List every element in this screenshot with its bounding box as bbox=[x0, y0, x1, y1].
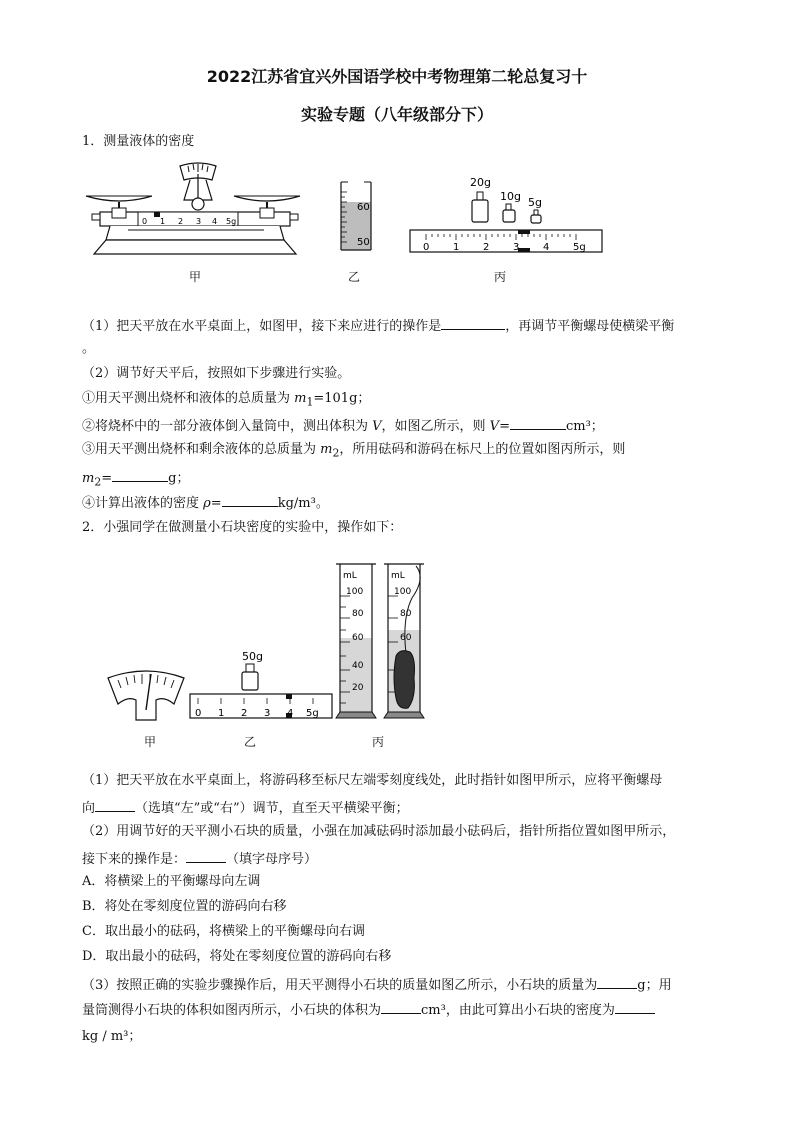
q2-dial-figure bbox=[104, 666, 188, 724]
q2-part3-text-a: （3）按照正确的实验步骤操作后，用天平测得小石块的质量如图乙所示，小石块的质量为 bbox=[82, 978, 598, 993]
q2-weight-scale-figure bbox=[188, 648, 336, 722]
q1-balance-figure bbox=[84, 158, 324, 260]
rider-tick-2: 2 bbox=[483, 242, 490, 253]
cyl-left-40: 40 bbox=[352, 661, 364, 671]
q1-cylinder-figure bbox=[338, 178, 382, 254]
q1-weights-figure bbox=[408, 172, 608, 256]
q2-part1: （1）把天平放在水平桌面上，将游码移至标尺左端零刻度线处，此时指针如图甲所示，应将平衡螺母 bbox=[82, 773, 663, 788]
q1-fig-label-bing: 丙 bbox=[494, 270, 507, 284]
var-v: V bbox=[372, 419, 382, 434]
cyl-left-100: 100 bbox=[346, 587, 364, 597]
q1-part2: （2）调节好天平后，按照如下步骤进行实验。 bbox=[82, 366, 351, 381]
q2-part2: （2）用调节好的天平测小石块的质量，小强在加减砝码时添加最小砝码后，指针所指位置如图甲所示， bbox=[82, 824, 676, 839]
q2-option-d: D．取出最小的砝码，将处在零刻度位置的游码向右移 bbox=[82, 949, 392, 964]
q2-part3-unit: kg / m³； bbox=[82, 1029, 142, 1044]
weight-20g-label: 20g bbox=[470, 176, 491, 189]
q2-part1-cont bbox=[82, 797, 409, 818]
answer-blank[interactable] bbox=[95, 797, 135, 812]
weight-10g-icon bbox=[503, 210, 515, 222]
q2-option-c: C．取出最小的砝码，将横梁上的平衡螺母向右调 bbox=[82, 924, 365, 939]
q2-part1-text-b: 向 bbox=[82, 801, 96, 816]
q2-rider-tick-2: 2 bbox=[241, 708, 248, 719]
cyl-left-60: 60 bbox=[352, 633, 364, 643]
q1-fig-label-yi: 乙 bbox=[348, 270, 361, 284]
balance-tick-5: 5g bbox=[226, 217, 237, 226]
q2-part2-text-c: （填字母序号） bbox=[226, 852, 318, 867]
weight-10g-label: 10g bbox=[500, 190, 521, 203]
q2-cylinders-figure bbox=[330, 558, 430, 724]
var-sub: 1 bbox=[306, 395, 314, 409]
weight-50g-label: 50g bbox=[242, 650, 263, 663]
q1-part1-text-a: （1）把天平放在水平桌面上，如图甲，接下来应进行的操作是 bbox=[82, 319, 442, 334]
weight-5g-icon bbox=[531, 215, 541, 223]
answer-blank[interactable] bbox=[510, 415, 566, 430]
answer-blank[interactable] bbox=[441, 315, 505, 330]
q2-heading: 2．小强同学在做测量小石块密度的实验中，操作如下： bbox=[82, 520, 403, 535]
var-m: m bbox=[320, 442, 333, 457]
balance-tick-4: 4 bbox=[212, 217, 218, 226]
q1-step3-text-a: ③用天平测出烧杯和剩余液体的总质量为 bbox=[82, 442, 321, 457]
balance-tick-0: 0 bbox=[142, 217, 148, 226]
weight-50g-icon bbox=[242, 672, 258, 690]
rider-tick-1: 1 bbox=[453, 242, 460, 253]
q2-rider-tick-3: 3 bbox=[264, 708, 271, 719]
cyl-right-unit: mL bbox=[391, 571, 405, 581]
q1-step1-text: ①用天平测出烧杯和液体的总质量为 bbox=[82, 391, 295, 406]
q1-step3-text-b: ，所用砝码和游码在标尺上的位置如图丙所示，则 bbox=[339, 442, 626, 457]
q2-rider-tick-0: 0 bbox=[195, 708, 202, 719]
var-m: m bbox=[82, 471, 95, 486]
q2-part2-cont bbox=[82, 848, 317, 869]
page-title: 2022江苏省宜兴外国语学校中考物理第二轮总复习十 bbox=[206, 67, 588, 86]
q1-step2 bbox=[82, 415, 604, 436]
q2-part3-text-b: g；用 bbox=[637, 978, 672, 993]
q1-fig-label-jia: 甲 bbox=[189, 270, 202, 284]
var-v: V bbox=[489, 419, 500, 434]
answer-blank[interactable] bbox=[597, 974, 637, 989]
q1-step2-unit: cm³； bbox=[565, 419, 604, 434]
q2-fig-label-yi: 乙 bbox=[244, 735, 257, 749]
q1-part1-text-b: ，再调节平衡螺母使横梁平衡 bbox=[505, 319, 675, 334]
rider-tick-4: 4 bbox=[543, 242, 550, 253]
var-sub: 2 bbox=[94, 475, 102, 489]
weight-20g-icon bbox=[472, 200, 488, 222]
q2-rider-tick-4: 4 bbox=[287, 708, 294, 719]
q2-option-a: A．将横梁上的平衡螺母向左调 bbox=[82, 874, 261, 889]
answer-blank[interactable] bbox=[615, 999, 655, 1014]
cyl-left-80: 80 bbox=[352, 609, 364, 619]
answer-blank[interactable] bbox=[112, 467, 168, 482]
q1-step1-value: =101g； bbox=[313, 391, 371, 406]
cylinder-mark-60: 60 bbox=[357, 202, 370, 213]
q2-fig-label-bing: 丙 bbox=[372, 735, 385, 749]
rider-tick-0: 0 bbox=[423, 242, 430, 253]
answer-blank[interactable] bbox=[186, 848, 226, 863]
q1-step2-text-b: ，如图乙所示，则 bbox=[381, 419, 490, 434]
answer-blank[interactable] bbox=[222, 492, 278, 507]
rider-tick-3: 3 bbox=[513, 242, 520, 253]
q2-option-b: B．将处在零刻度位置的游码向右移 bbox=[82, 899, 287, 914]
q2-part2-text-b: 接下来的操作是： bbox=[82, 852, 187, 867]
page-subtitle: 实验专题（八年级部分下） bbox=[300, 105, 493, 124]
balance-tick-2: 2 bbox=[178, 217, 184, 226]
balance-tick-1: 1 bbox=[160, 217, 166, 226]
rider-tick-5: 5g bbox=[573, 242, 586, 253]
answer-blank[interactable] bbox=[381, 999, 421, 1014]
q1-step2-text-a: ②将烧杯中的一部分液体倒入量筒中，测出体积为 bbox=[82, 419, 373, 434]
stone-icon bbox=[394, 651, 415, 709]
q2-rider-tick-1: 1 bbox=[218, 708, 225, 719]
q1-step4-text-a: ④计算出液体的密度 bbox=[82, 496, 204, 511]
q2-part3-cont bbox=[82, 999, 655, 1020]
cyl-left-unit: mL bbox=[343, 571, 357, 581]
var-sub: 2 bbox=[332, 446, 340, 460]
q2-part1-text-c: （选填“左”或“右”）调节，直至天平横梁平衡； bbox=[135, 801, 409, 816]
q1-step2-eq: = bbox=[499, 419, 510, 434]
q1-part1-end: 。 bbox=[82, 341, 96, 356]
q1-step3-unit: g； bbox=[168, 471, 190, 486]
weight-5g-label: 5g bbox=[528, 196, 542, 209]
cyl-right-100: 100 bbox=[394, 587, 412, 597]
q1-heading: 1．测量液体的密度 bbox=[82, 134, 195, 149]
q1-step3-eq: = bbox=[101, 471, 113, 486]
q1-step4-unit: kg/m³。 bbox=[277, 496, 329, 511]
balance-tick-3: 3 bbox=[196, 217, 202, 226]
q1-step4-eq: = bbox=[210, 496, 222, 511]
q2-part3-text-c: 量筒测得小石块的体积如图丙所示，小石块的体积为 bbox=[82, 1003, 382, 1018]
q2-rider-tick-5: 5g bbox=[306, 708, 319, 719]
cyl-right-60: 60 bbox=[400, 633, 412, 643]
q2-part3-text-d: cm³，由此可算出小石块的密度为 bbox=[421, 1003, 615, 1018]
q1-step4 bbox=[82, 492, 329, 513]
q1-step1 bbox=[82, 390, 370, 412]
q2-fig-label-jia: 甲 bbox=[144, 735, 157, 749]
q1-step3-cont bbox=[82, 467, 189, 492]
var-m: m bbox=[294, 391, 307, 406]
cylinder-mark-50: 50 bbox=[357, 237, 370, 248]
q1-part1 bbox=[82, 315, 674, 336]
var-rho: ρ bbox=[203, 496, 211, 511]
cyl-left-20: 20 bbox=[352, 683, 364, 693]
q1-step3 bbox=[82, 441, 625, 463]
q2-part3 bbox=[82, 974, 672, 995]
cyl-right-80: 80 bbox=[400, 609, 412, 619]
